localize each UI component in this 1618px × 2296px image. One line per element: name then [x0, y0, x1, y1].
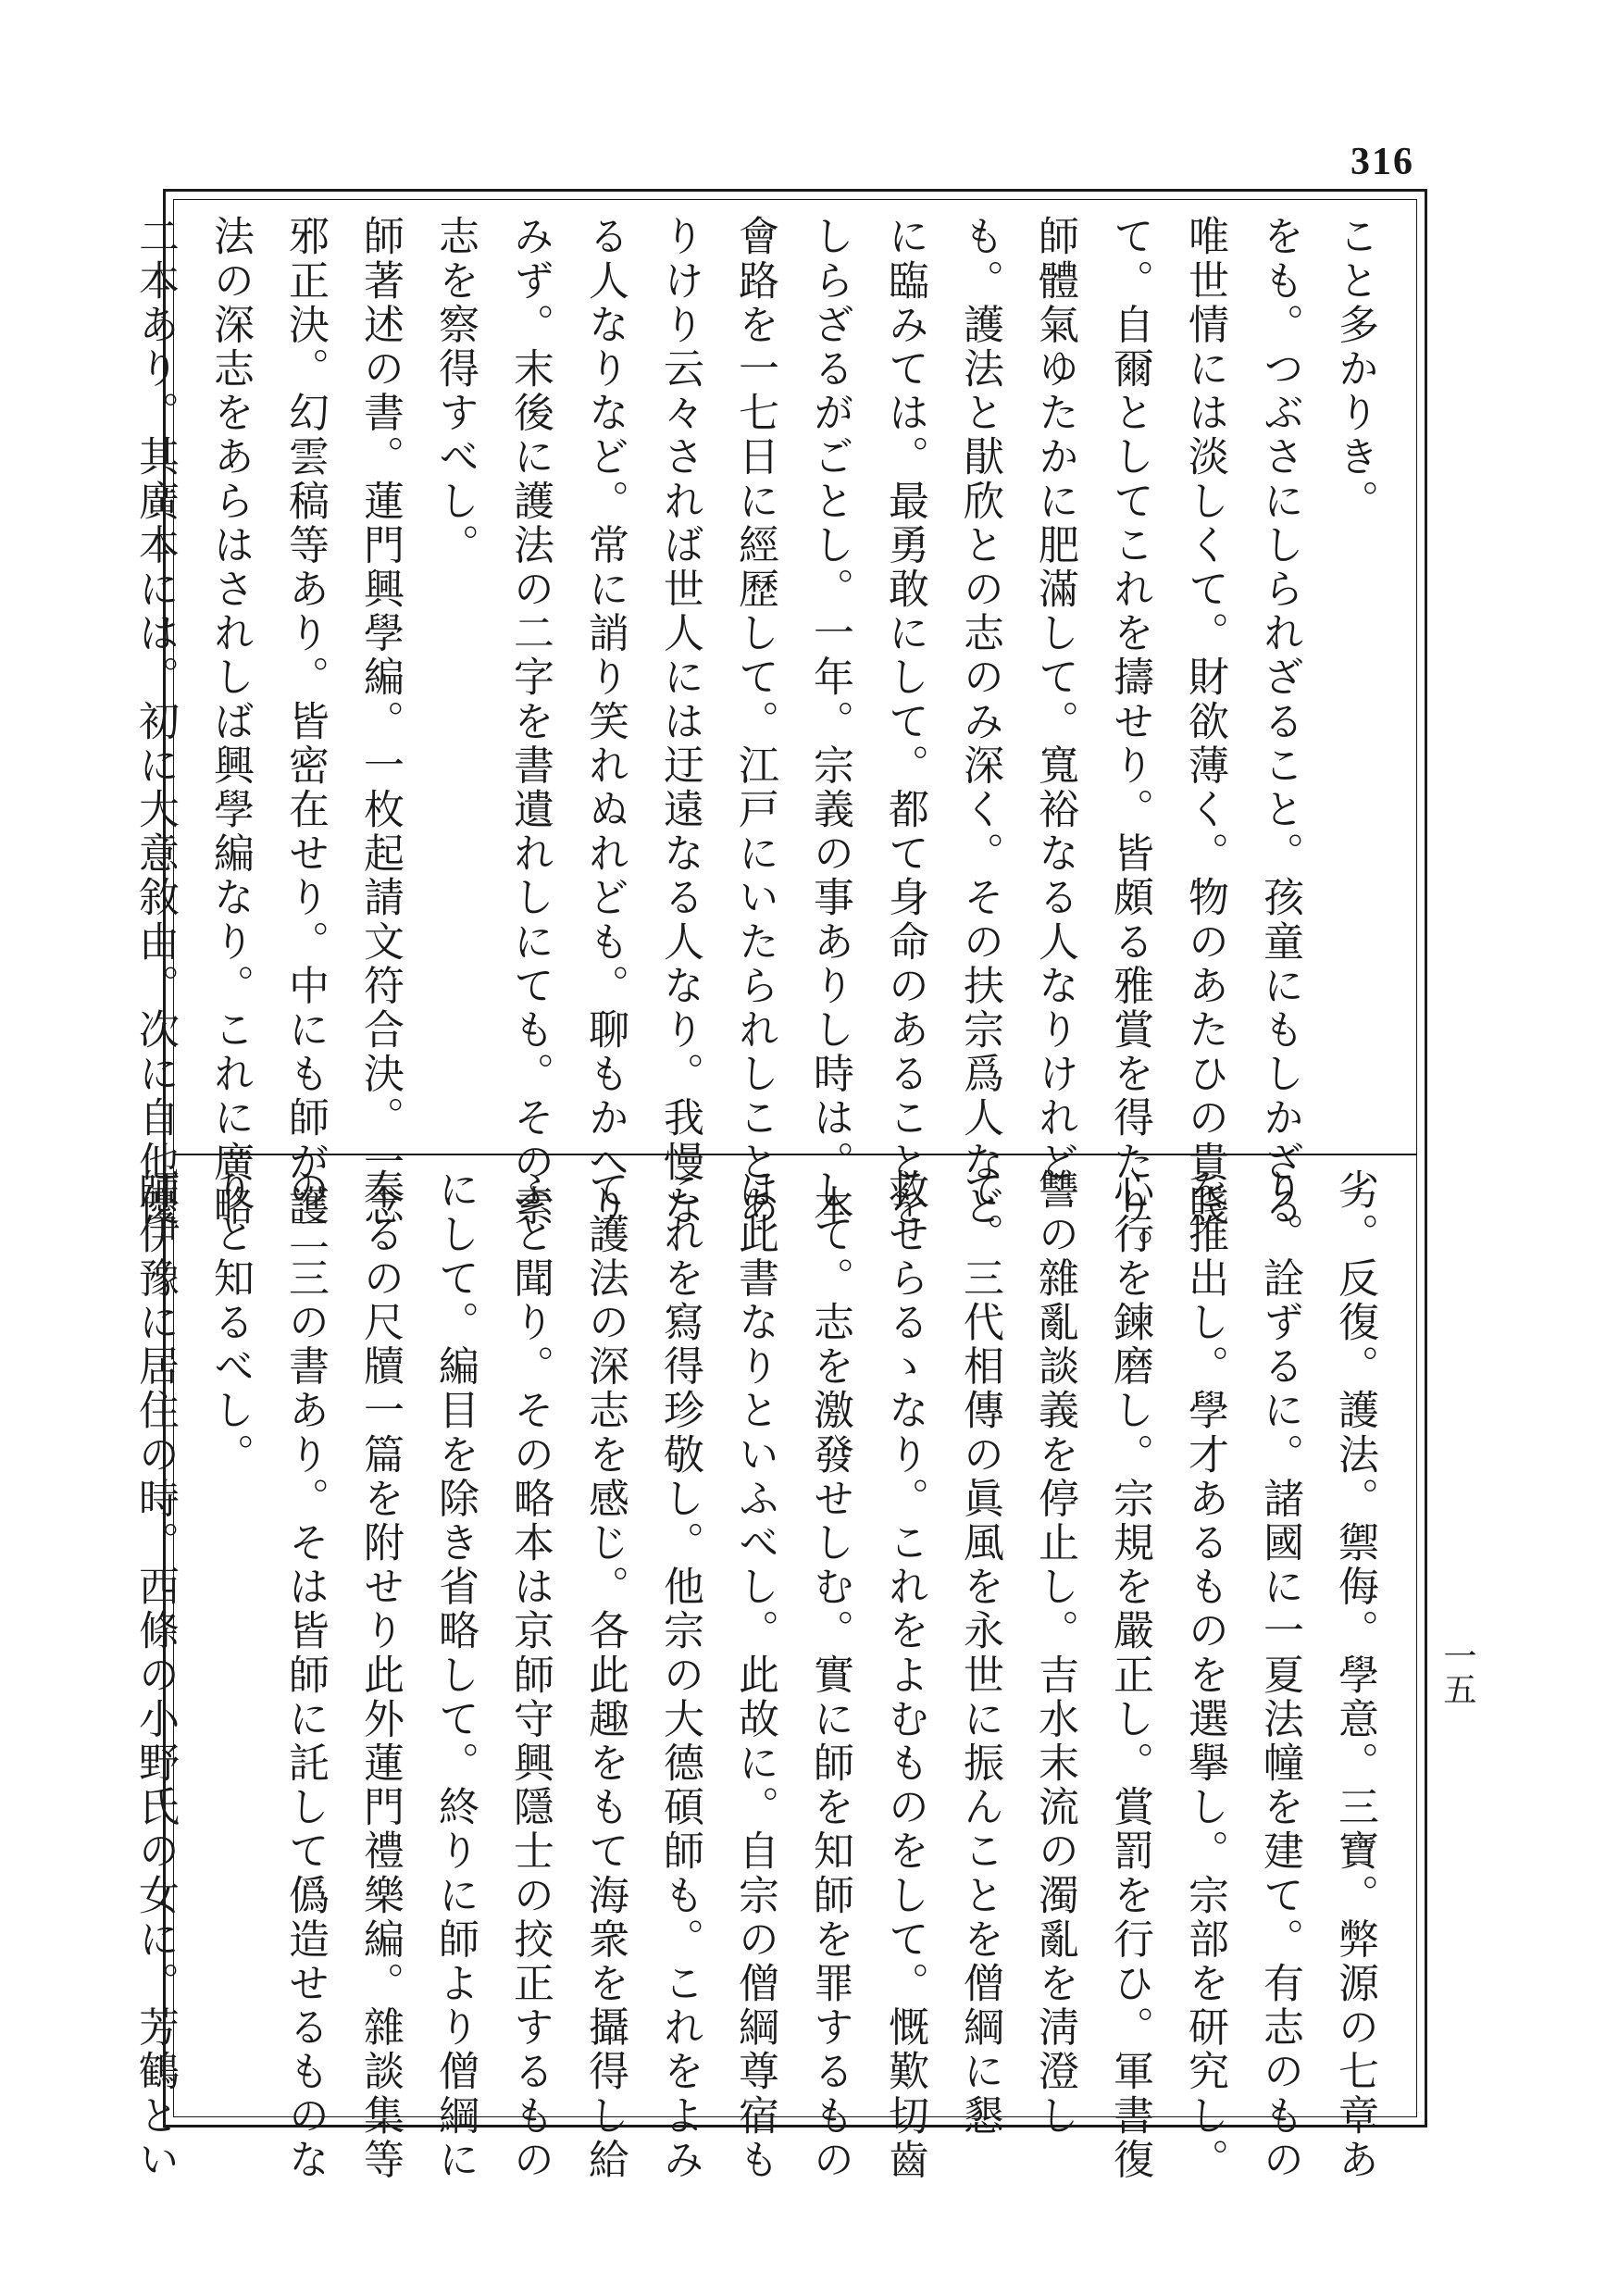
text-column: 劣。反復。護法。禦侮。學意。三寶。弊源の七章あ [1331, 1168, 1378, 2182]
text-column: 志を察得すべし。 [431, 215, 479, 568]
text-column: る人なりなど。常に誚り笑れぬれども。聊もかへり [581, 215, 629, 1229]
text-column: 讐の雜亂談義を停止し。吉水末流の濁亂を淸澄し [1031, 1168, 1078, 2139]
text-column: 奉るの尺牘一篇を附せり此外蓮門禮樂編。雜談集等 [356, 1168, 404, 2182]
text-column: 邪正決。幻雲稿等あり。皆密在せり。中にも師が護 [281, 215, 329, 1229]
chapter-number: 一五 [1438, 1639, 1476, 1705]
text-column: ふと聞り。その略本は京師守興隱士の挍正するもの [506, 1168, 554, 2182]
text-column: して。志を激發せしむ。實に師を知師を罪するもの [806, 1168, 853, 2182]
text-column: 師伊豫に居住の時。西條の小野氏の女に。芳鶴とい [131, 1168, 179, 2182]
text-column: しらざるがごとし。一年。宗義の事ありし時は。本 [806, 215, 853, 1229]
text-column: にして。編目を除き省略して。終りに師より僧綱に [431, 1168, 479, 2182]
text-column: 師著述の書。蓮門興學編。一枚起請文符合決。一念 [356, 215, 404, 1229]
text-column: り。詮ずるに。諸國に一夏法幢を建て。有志のもの [1256, 1168, 1303, 2182]
text-column: 救せらるゝなり。これをよむものをして。慨歎切齒 [881, 1168, 928, 2182]
text-column: 唯世情には淡しくて。財欲薄く。物のあたひの貴賤 [1181, 215, 1228, 1229]
text-column: て。三代相傳の眞風を永世に振んことを僧綱に懇 [956, 1168, 1003, 2139]
page-number: 316 [1350, 141, 1414, 183]
text-column: みず。末後に護法の二字を書遺れしにても。その素 [506, 215, 554, 1229]
text-column: 師體氣ゆたかに肥滿して。寬裕なる人なりけれど [1031, 215, 1078, 1185]
text-block-bottom [131, 1168, 1392, 2182]
text-column: て。自爾としてこれを擣せり。皆頗る雅賞を得たり。 [1106, 215, 1153, 1273]
text-column: の二三の書あり。そは皆師に託して僞造せるものな [281, 1168, 329, 2182]
text-column: は此書なりといふべし。此故に。自宗の僧綱尊宿も [731, 1168, 778, 2182]
text-column: 會路を一七日に經歷して。江戸にいたられしことあ [731, 215, 778, 1229]
text-column: 心行を鍊磨し。宗規を嚴正し。賞罰を行ひ。軍書復 [1106, 1168, 1153, 2182]
text-column: を推出し。學才あるものを選擧し。宗部を研究し。 [1181, 1168, 1228, 2182]
text-column: も。護法と猒欣との志のみ深く。その扶宗爲人など [956, 215, 1003, 1229]
text-column: りと知るべし。 [206, 1168, 254, 1478]
text-column: これを寫得珍敬し。他宗の大德碩師も。これをよみ [656, 1168, 703, 2182]
text-column: に臨みては。最勇敢にして。都て身命のあることを [881, 215, 928, 1229]
text-column: りけり云々されば世人には迂遠なる人なり。我慢な [656, 215, 703, 1229]
text-block-top [131, 215, 1392, 1273]
text-column: をも。つぶさにしられざること。孩童にもしかざる [1256, 215, 1303, 1229]
text-column: 法の深志をあらはされしば興學編なり。これに廣略 [206, 215, 254, 1229]
text-column: こと多かりき。 [1331, 215, 1378, 524]
text-column: て護法の深志を感じ。各此趣をもて海衆を攝得し給 [581, 1168, 629, 2182]
text-column: 二本あり。其廣本には。初に大意敘由。次に自他優 [131, 215, 179, 1229]
